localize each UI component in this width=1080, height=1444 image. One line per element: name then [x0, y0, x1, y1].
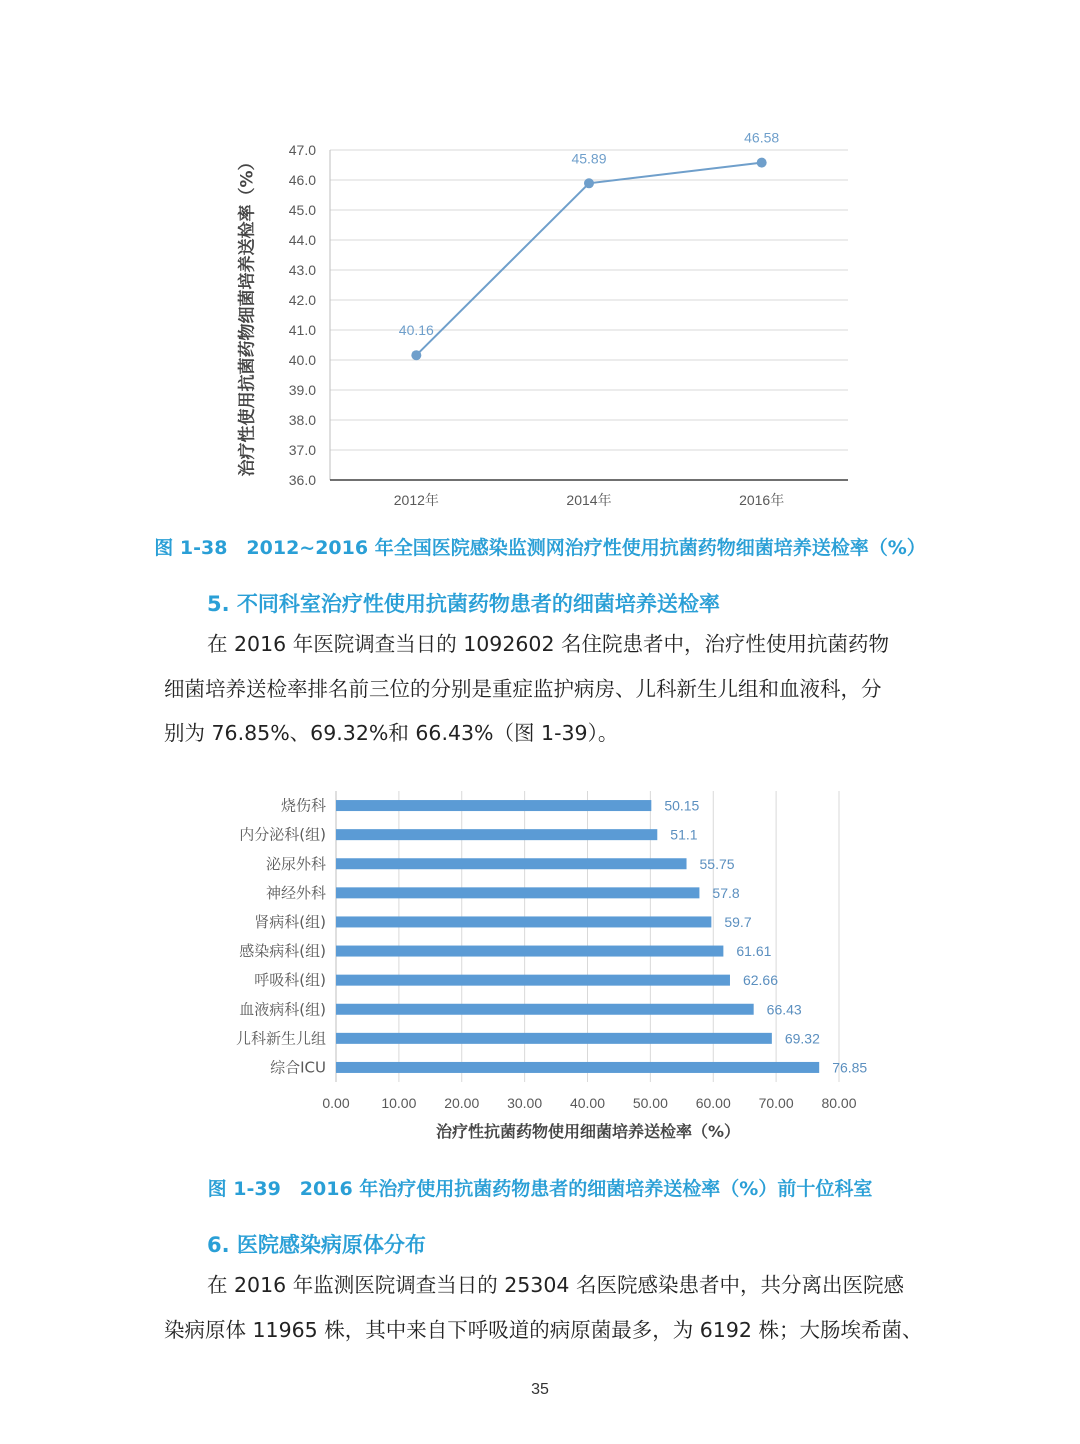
- bar: [336, 887, 699, 898]
- category-label: 烧伤科: [280, 796, 326, 815]
- category-label: 血液病科(组): [239, 1000, 326, 1019]
- x-tick-label: 2016年: [739, 492, 785, 508]
- x-tick-label: 60.00: [695, 1095, 731, 1111]
- data-label: 76.85: [832, 1059, 868, 1076]
- data-label: 46.58: [744, 129, 780, 146]
- data-label: 62.66: [742, 972, 779, 989]
- y-tick-label: 41.0: [288, 322, 316, 338]
- category-label: 呼吸科(组): [254, 971, 326, 990]
- x-tick-label: 30.00: [507, 1095, 543, 1111]
- line-chart-ylabel: 治疗性使用抗菌药物细菌培养送检率（%）: [237, 153, 258, 477]
- section-5-heading: 5. 不同科室治疗性使用抗菌药物患者的细菌培养送检率: [207, 592, 720, 616]
- category-label: 综合ICU: [270, 1058, 326, 1077]
- data-label: 51.1: [670, 826, 698, 843]
- category-label: 神经外科: [265, 883, 326, 902]
- data-label: 45.89: [571, 150, 607, 167]
- x-tick-label: 2012年: [393, 492, 439, 508]
- x-tick-label: 50.00: [632, 1095, 668, 1111]
- bar: [336, 1062, 819, 1073]
- bar: [336, 800, 651, 811]
- category-label: 感染病科(组): [239, 942, 326, 961]
- bar: [336, 829, 657, 840]
- figure-1-38-caption: 图 1-38 2012~2016 年全国医院感染监测网治疗性使用抗菌药物细菌培养送检率（%）: [154, 537, 926, 559]
- bar: [336, 946, 723, 957]
- data-label: 61.61: [736, 943, 772, 960]
- x-tick-label: 0.00: [322, 1095, 350, 1111]
- y-tick-label: 47.0: [288, 142, 316, 158]
- x-tick-label: 40.00: [569, 1095, 606, 1111]
- bar: [336, 1004, 754, 1015]
- data-label: 69.32: [784, 1030, 820, 1047]
- x-tick-label: 70.00: [758, 1095, 794, 1111]
- bar: [336, 1033, 772, 1044]
- paragraph-line: 染病原体 11965 株，其中来自下呼吸道的病原菌最多，为 6192 株；大肠埃希菌、: [164, 1317, 923, 1342]
- figure-1-39-caption: 图 1-39 2016 年治疗使用抗菌药物患者的细菌培养送检率（%）前十位科室: [207, 1178, 873, 1200]
- data-label: 55.75: [699, 855, 735, 872]
- category-label: 内分泌科(组): [239, 825, 326, 844]
- bar: [336, 858, 687, 869]
- page-number: 35: [531, 1381, 549, 1398]
- bar: [336, 975, 730, 986]
- y-tick-label: 42.0: [288, 292, 316, 308]
- bar: [336, 916, 711, 927]
- data-label: 40.16: [398, 322, 434, 339]
- paragraph-line: 在 2016 年监测医院调查当日的 25304 名医院感染患者中，共分离出医院感: [207, 1273, 904, 1297]
- x-tick-label: 80.00: [821, 1095, 857, 1111]
- y-tick-label: 37.0: [288, 442, 316, 458]
- data-label: 50.15: [664, 797, 700, 814]
- y-tick-label: 40.0: [288, 352, 316, 368]
- y-tick-label: 36.0: [288, 472, 316, 488]
- y-tick-label: 45.0: [288, 202, 316, 218]
- x-tick-label: 10.00: [381, 1095, 417, 1111]
- category-label: 肾病科(组): [254, 912, 326, 931]
- paragraph-line: 细菌培养送检率排名前三位的分别是重症监护病房、儿科新生儿组和血液科，分: [164, 676, 882, 701]
- paragraph-line: 在 2016 年医院调查当日的 1092602 名住院患者中，治疗性使用抗菌药物: [207, 632, 890, 656]
- data-label: 57.8: [712, 884, 740, 901]
- y-tick-label: 38.0: [288, 412, 316, 428]
- data-label: 66.43: [766, 1001, 802, 1018]
- y-tick-label: 43.0: [288, 262, 316, 278]
- y-tick-label: 46.0: [288, 172, 316, 188]
- y-tick-label: 44.0: [288, 232, 316, 248]
- data-label: 59.7: [724, 913, 752, 930]
- category-label: 儿科新生儿组: [235, 1029, 326, 1048]
- bar-chart-xlabel: 治疗性抗菌药物使用细菌培养送检率（%）: [435, 1122, 741, 1141]
- x-tick-label: 20.00: [444, 1095, 480, 1111]
- section-6-heading: 6. 医院感染病原体分布: [207, 1233, 426, 1257]
- x-tick-label: 2014年: [566, 492, 612, 508]
- paragraph-line: 别为 76.85%、69.32%和 66.43%（图 1-39）。: [164, 721, 619, 745]
- category-label: 泌尿外科: [265, 854, 326, 873]
- section-6-paragraph: [164, 1263, 924, 1352]
- y-tick-label: 39.0: [288, 382, 316, 398]
